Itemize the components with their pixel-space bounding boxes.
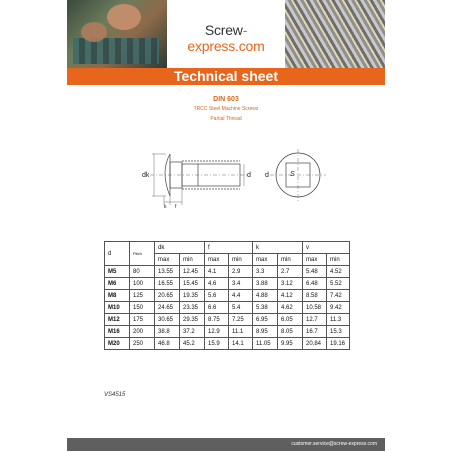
table-cell: 5.6 — [205, 290, 229, 302]
table-cell: 16.7 — [303, 326, 327, 338]
table-cell: 5.52 — [327, 278, 350, 290]
table-cell: 37.2 — [180, 326, 205, 338]
table-cell: 11.05 — [253, 338, 278, 350]
table-cell: 5.4 — [229, 302, 253, 314]
subheader-cell: max — [155, 254, 180, 266]
table-cell: 8.95 — [253, 326, 278, 338]
table-cell: 12.9 — [205, 326, 229, 338]
table-cell: 11.1 — [229, 326, 253, 338]
table-cell: 38.8 — [155, 326, 180, 338]
table-cell: 4.1 — [205, 266, 229, 278]
table-cell: 2.9 — [229, 266, 253, 278]
page-title: Technical sheet — [67, 68, 385, 85]
table-cell: 125 — [130, 290, 155, 302]
table-cell: 100 — [130, 278, 155, 290]
carriage-bolt-drawing — [130, 148, 342, 208]
table-cell: 4.6 — [205, 278, 229, 290]
table-cell: 6.6 — [205, 302, 229, 314]
subheader-cell: min — [229, 254, 253, 266]
table-cell: 12.45 — [180, 266, 205, 278]
table-cell: 7.42 — [327, 290, 350, 302]
header-d: d — [105, 242, 130, 266]
d-label-end: d — [265, 172, 269, 179]
row-size-label: M16 — [105, 326, 130, 338]
table-cell: 8.05 — [278, 326, 303, 338]
table-body — [105, 266, 350, 350]
table-cell: 80 — [130, 266, 155, 278]
table-cell: 4.88 — [253, 290, 278, 302]
table-cell: 6.48 — [303, 278, 327, 290]
s-label: S — [290, 171, 295, 178]
table-header-row — [105, 242, 350, 254]
subheader-cell: min — [327, 254, 350, 266]
table-cell: 175 — [130, 314, 155, 326]
table-row — [105, 278, 350, 290]
brand-logo: Screw-express.com — [187, 22, 265, 54]
table-cell: 150 — [130, 302, 155, 314]
table-row — [105, 302, 350, 314]
table-cell: 4.12 — [278, 290, 303, 302]
table-cell: 12.7 — [303, 314, 327, 326]
table-cell: 4.52 — [327, 266, 350, 278]
header-banner — [67, 0, 385, 68]
table-cell: 200 — [130, 326, 155, 338]
reference-code: VS4515 — [104, 392, 126, 398]
table-cell: 15.45 — [180, 278, 205, 290]
product-thread: Partial Thread — [210, 116, 242, 122]
table-cell: 11.3 — [327, 314, 350, 326]
table-cell: 3.12 — [278, 278, 303, 290]
table-cell: 4.62 — [278, 302, 303, 314]
table-row — [105, 290, 350, 302]
subheader-cell: max — [253, 254, 278, 266]
subheader-cell: min — [278, 254, 303, 266]
table-cell: 29.35 — [180, 314, 205, 326]
row-size-label: M5 — [105, 266, 130, 278]
screws-photo — [285, 0, 385, 68]
table-cell: 15.9 — [205, 338, 229, 350]
header-dk: dk — [155, 242, 205, 254]
table-cell: 3.88 — [253, 278, 278, 290]
row-size-label: M10 — [105, 302, 130, 314]
table-cell: 5.38 — [253, 302, 278, 314]
header-f: f — [205, 242, 253, 254]
product-standard: DIN 603 — [213, 96, 239, 103]
footer-bar — [67, 438, 385, 451]
table-cell: 15.3 — [327, 326, 350, 338]
table-cell: 7.25 — [229, 314, 253, 326]
table-cell: 3.3 — [253, 266, 278, 278]
table-cell: 6.05 — [278, 314, 303, 326]
subheader-cell: min — [180, 254, 205, 266]
table-cell: 23.35 — [180, 302, 205, 314]
row-size-label: M12 — [105, 314, 130, 326]
header-pitch: Pitch — [130, 242, 155, 266]
table-cell: 30.65 — [155, 314, 180, 326]
table-cell: 19.35 — [180, 290, 205, 302]
table-row — [105, 338, 350, 350]
table-cell: 4.4 — [229, 290, 253, 302]
table-cell: 9.42 — [327, 302, 350, 314]
f-label: f — [175, 204, 177, 208]
table-cell: 46.8 — [155, 338, 180, 350]
table-cell: 250 — [130, 338, 155, 350]
table-cell: 5.48 — [303, 266, 327, 278]
k-label: k — [164, 204, 167, 208]
row-size-label: M8 — [105, 290, 130, 302]
subheader-cell: max — [205, 254, 229, 266]
product-description: TRCC Steel Machine Screws — [193, 106, 259, 112]
table-cell: 20.65 — [155, 290, 180, 302]
table-cell: 24.65 — [155, 302, 180, 314]
subheader-cell: max — [303, 254, 327, 266]
table-cell: 45.2 — [180, 338, 205, 350]
dimensions-table — [104, 241, 350, 350]
table-cell: 9.95 — [278, 338, 303, 350]
d-label: d — [247, 172, 251, 179]
table-cell: 3.4 — [229, 278, 253, 290]
table-cell: 6.95 — [253, 314, 278, 326]
table-cell: 10.58 — [303, 302, 327, 314]
table-cell: 19.16 — [327, 338, 350, 350]
table-row — [105, 326, 350, 338]
row-size-label: M20 — [105, 338, 130, 350]
header-v: v — [303, 242, 350, 254]
table-row — [105, 266, 350, 278]
row-size-label: M6 — [105, 278, 130, 290]
workbench-photo — [67, 0, 167, 68]
footer-email[interactable]: customer.service@screw-express.com — [291, 441, 377, 447]
header-k: k — [253, 242, 303, 254]
table-cell: 20.84 — [303, 338, 327, 350]
logo-area — [167, 0, 285, 68]
table-cell: 8.75 — [205, 314, 229, 326]
dk-label: dk — [142, 172, 150, 179]
table-cell: 13.55 — [155, 266, 180, 278]
table-row — [105, 314, 350, 326]
table-cell: 16.55 — [155, 278, 180, 290]
table-cell: 8.58 — [303, 290, 327, 302]
table-cell: 14.1 — [229, 338, 253, 350]
table-cell: 2.7 — [278, 266, 303, 278]
